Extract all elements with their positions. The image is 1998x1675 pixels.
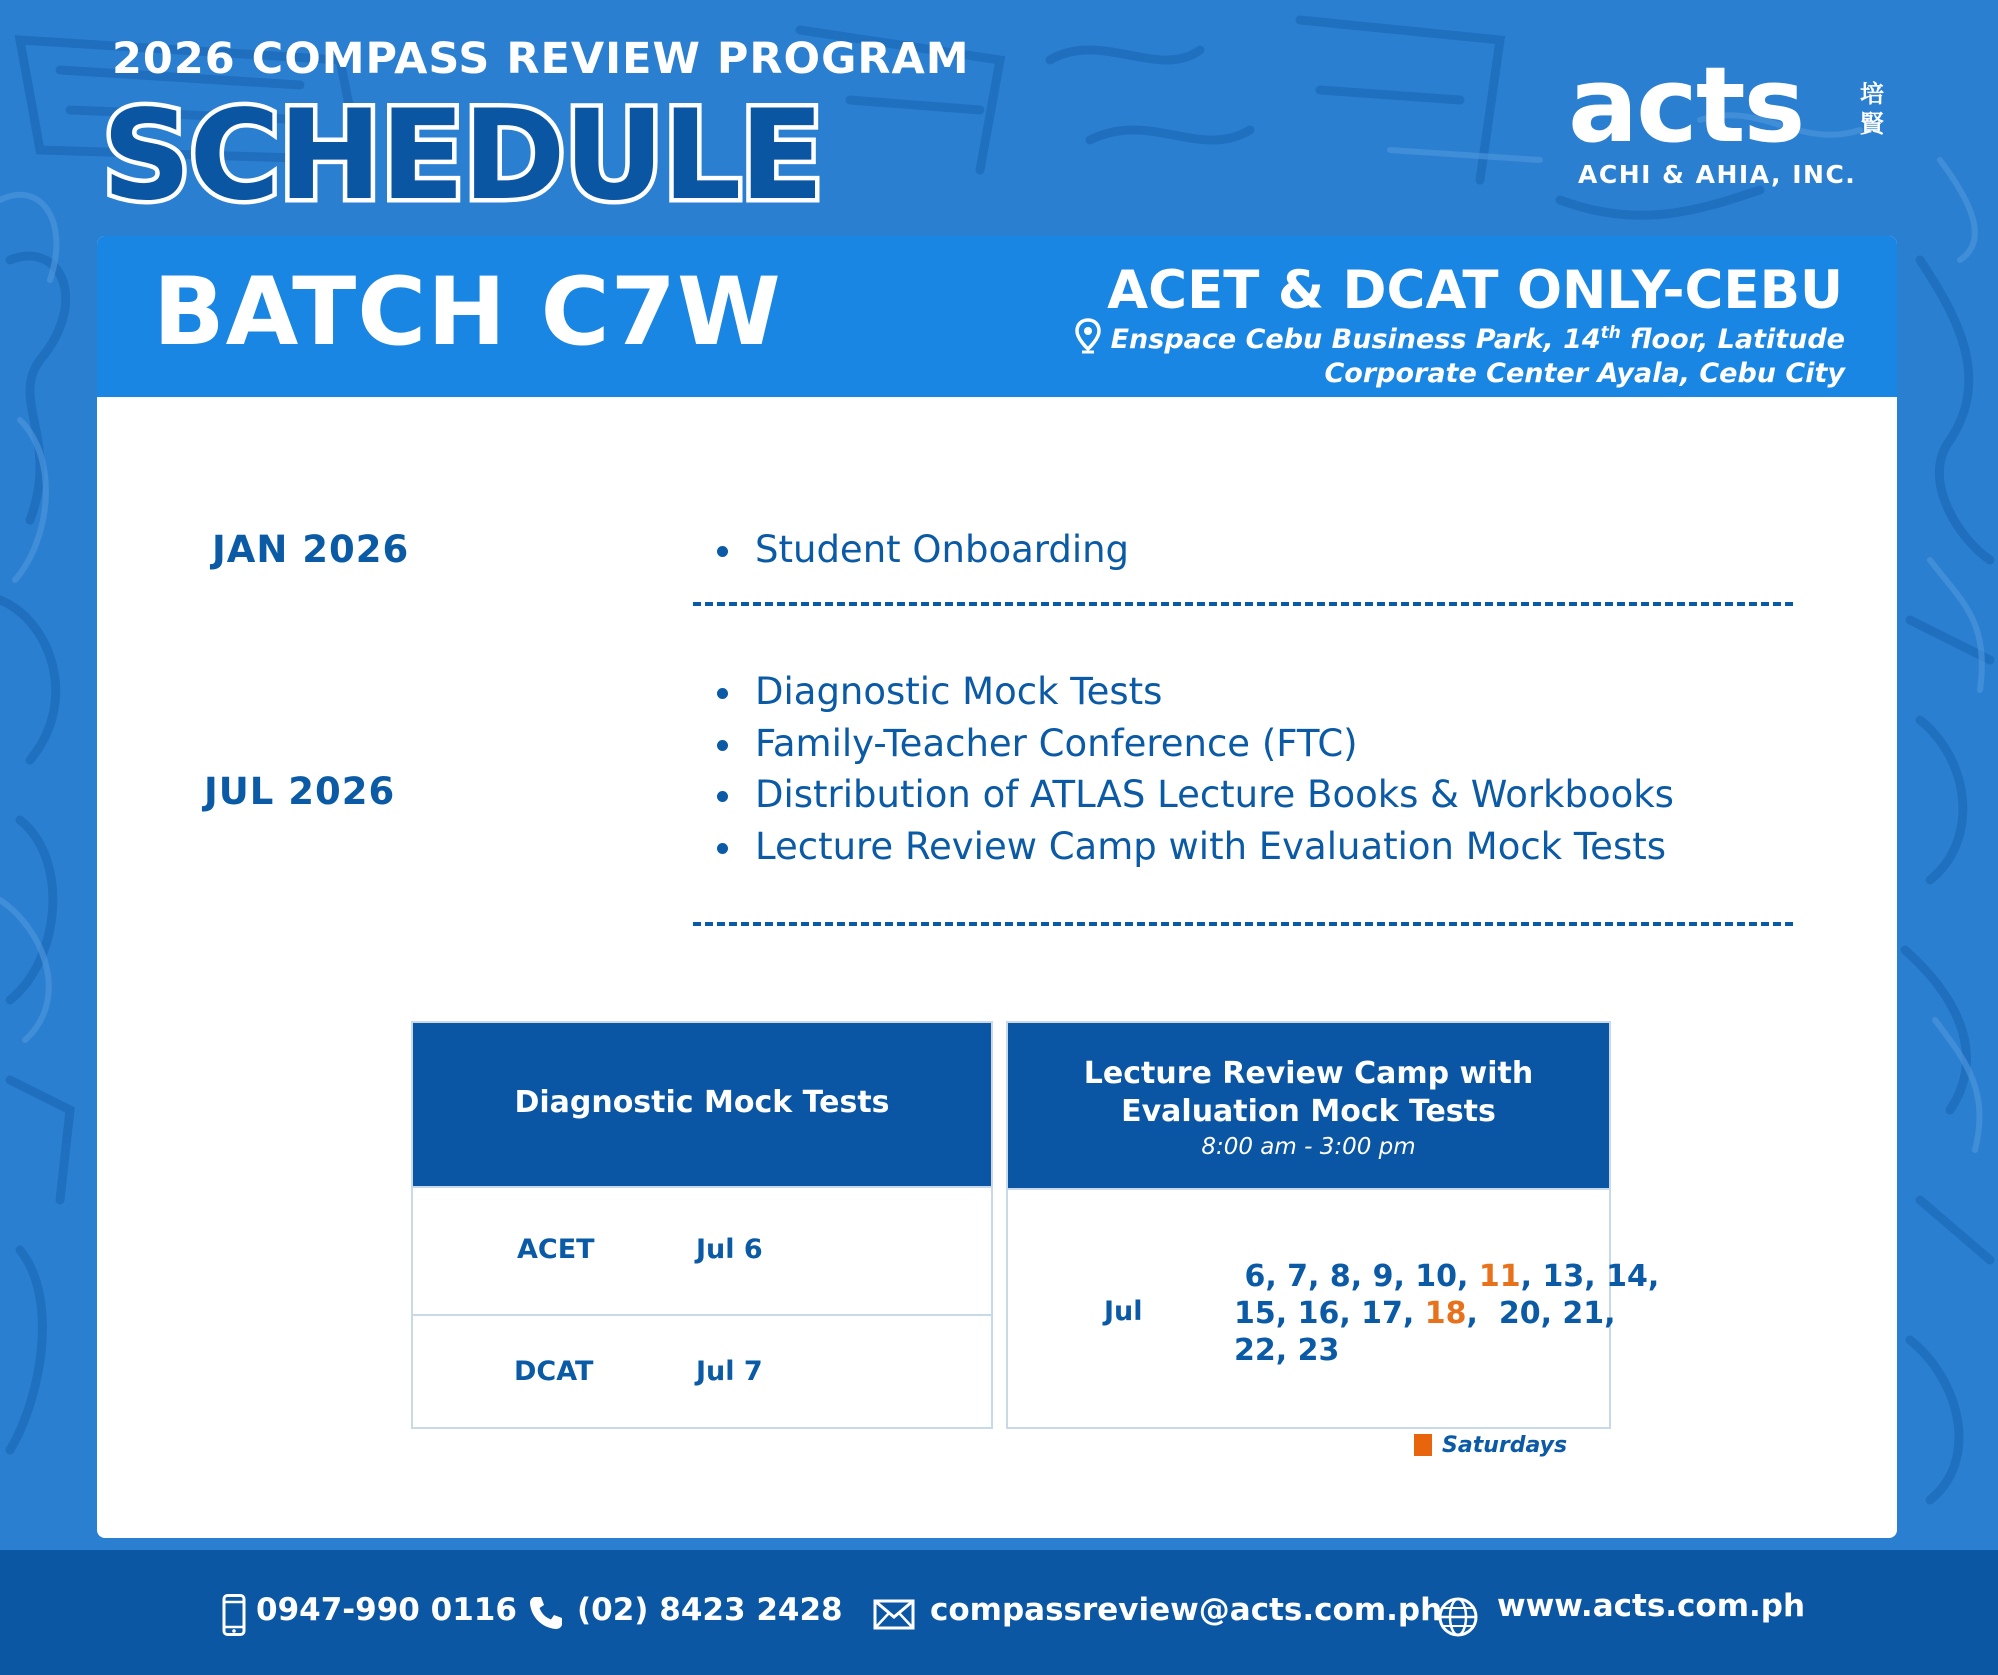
date-cell: Jul 7 <box>696 1356 763 1387</box>
location-ordinal-suffix: th <box>1600 323 1621 343</box>
legend-swatch <box>1414 1434 1432 1456</box>
date-cell: Jul 6 <box>696 1234 763 1265</box>
camp-table-title-line-2: Evaluation Mock Tests <box>1121 1094 1496 1129</box>
telephone-icon <box>527 1594 565 1632</box>
mobile-phone-icon <box>222 1594 246 1636</box>
camp-month-cell: Jul <box>1104 1296 1143 1327</box>
list-item: Distribution of ATLAS Lecture Books & Workbooks <box>717 769 1674 821</box>
jan-items-list <box>717 524 1129 576</box>
legend-label: Saturdays <box>1442 1433 1568 1458</box>
schedule-heading: SCHEDULE <box>102 84 823 228</box>
phone-number: (02) 8423 2428 <box>577 1592 843 1628</box>
camp-date-text: , 20, 21, <box>1466 1296 1616 1331</box>
camp-dates-line-1 <box>1234 1258 1659 1295</box>
saturdays-legend <box>1414 1433 1567 1463</box>
email-address: compassreview@acts.com.ph <box>930 1592 1443 1628</box>
camp-date-text: 15, 16, 17, <box>1234 1296 1425 1331</box>
dashed-divider-1 <box>693 602 1793 606</box>
saturday-date: 11 <box>1478 1259 1521 1294</box>
batch-name: BATCH C7W <box>153 258 782 367</box>
location-line-1 <box>1065 316 1845 357</box>
camp-dates-line-3 <box>1234 1332 1659 1369</box>
globe-icon <box>1437 1596 1479 1638</box>
camp-table-title-line-1: Lecture Review Camp with <box>1083 1056 1534 1091</box>
list-item: Student Onboarding <box>717 524 1129 576</box>
contact-footer <box>0 1550 1998 1675</box>
diagnostic-table-header <box>413 1023 991 1186</box>
table-row <box>1008 1188 1660 1429</box>
dashed-divider-2 <box>693 922 1793 926</box>
camp-date-text: 22, 23 <box>1234 1333 1340 1368</box>
location-line-2: Corporate Center Ayala, Cebu City <box>1324 358 1845 389</box>
logo-company-name: ACHI & AHIA, INC. <box>1578 160 1857 189</box>
camp-time: 8:00 am - 3:00 pm <box>1201 1134 1416 1160</box>
map-pin-icon <box>1075 318 1101 354</box>
exam-cell: DCAT <box>514 1356 594 1387</box>
acts-logo <box>1568 44 1898 198</box>
location-address <box>1065 316 1845 391</box>
exam-cell: ACET <box>517 1234 595 1265</box>
location-line-1-pre: Enspace Cebu Business Park, 14 <box>1110 324 1601 355</box>
camp-dates <box>1234 1258 1659 1369</box>
exam-type: ACET & DCAT ONLY-CEBU <box>1107 260 1843 321</box>
envelope-icon <box>873 1598 915 1632</box>
mobile-number: 0947-990 0116 <box>256 1592 517 1628</box>
logo-wordmark: acts <box>1568 44 1804 166</box>
diagnostic-table <box>411 1021 993 1429</box>
program-title: 2026 COMPASS REVIEW PROGRAM <box>112 34 970 84</box>
logo-cjk-characters: 培賢 <box>1860 81 1884 138</box>
diagnostic-table-title: Diagnostic Mock Tests <box>514 1085 890 1120</box>
list-item: Lecture Review Camp with Evaluation Mock Tests <box>717 821 1674 873</box>
camp-date-text: , 13, 14, <box>1520 1259 1660 1294</box>
month-label-jan: JAN 2026 <box>212 528 410 571</box>
website-url: www.acts.com.ph <box>1497 1588 1806 1624</box>
camp-table <box>1006 1021 1660 1429</box>
table-row <box>413 1186 991 1314</box>
batch-header-bar <box>97 236 1897 397</box>
month-label-jul: JUL 2026 <box>204 770 396 813</box>
saturday-date: 18 <box>1424 1296 1467 1331</box>
list-item: Diagnostic Mock Tests <box>717 666 1674 718</box>
location-line-1-post: floor, Latitude <box>1620 324 1845 355</box>
camp-table-header <box>1008 1023 1609 1188</box>
jul-items-list <box>717 666 1674 872</box>
camp-dates-line-2 <box>1234 1295 1659 1332</box>
camp-date-text: 6, 7, 8, 9, 10, <box>1234 1259 1479 1294</box>
list-item: Family-Teacher Conference (FTC) <box>717 718 1674 770</box>
table-row <box>413 1314 991 1429</box>
